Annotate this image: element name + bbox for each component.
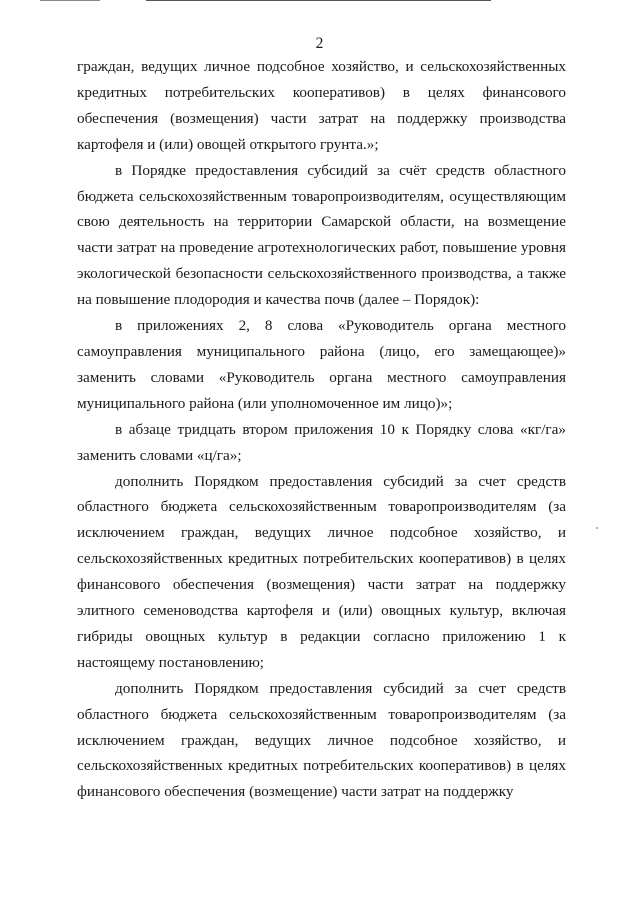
paragraph-continuation: граждан, ведущих личное подсобное хозяйство, и сельскохозяйственных кредитных потребительских кооперативов) в целях финансового обеспечения (возмещения) части затрат на поддержку производства картофеля и (или) овощей открытого грунта.»; (77, 58, 566, 153)
page-number: 2 (315, 35, 324, 52)
paragraph-supplement-second: дополнить Порядком предоставления субсидий за счет средств областного бюджета сельскохозяйственным товаропроизводителям (за исключением граждан, ведущих личное подсобное хозяйство, и сельскохозяйственных кредитных потребительских кооперативов) в целях финансового обеспечения (возмещение) части затрат на поддержку (77, 679, 566, 801)
scan-top-edge-line (146, 0, 491, 1)
paragraph-supplement-elite-seeds: дополнить Порядком предоставления субсидий за счет средств областного бюджета сельскохозяйственным товаропроизводителям (за исключением граждан, ведущих личное подсобное хозяйство, и сельскохозяйственных кредитных потребительских кооперативов) в целях финансового обеспечения (возмещения) части затрат на поддержку элитного семеноводства картофеля и (или) овощных культур, включая гибриды овощных культур в редакции согласно приложению 1 к настоящему постановлению; (77, 472, 566, 671)
scan-speck (596, 527, 598, 529)
paragraph-appendices-2-8: в приложениях 2, 8 слова «Руководитель органа местного самоуправления муниципального района (лицо, его замещающее)» заменить словами «Руководитель органа местного самоуправления муниципального района (или уполномоченное им лицо)»; (77, 317, 566, 412)
paragraph-appendix-10: в абзаце тридцать втором приложения 10 к Порядку слова «кг/га» заменить словами «ц/га»; (77, 420, 566, 464)
document-body (77, 54, 566, 805)
scan-top-edge-mark (40, 0, 100, 1)
paragraph-poryadok-intro: в Порядке предоставления субсидий за счёт средств областного бюджета сельскохозяйственным товаропроизводителям, осуществляющим свою деятельность на территории Самарской области, на возмещение части затрат на проведение агротехнологических работ, повышение уровня экологической безопасности сельскохозяйственного производства, а также на повышение плодородия и качества почв (далее – Порядок): (77, 161, 566, 309)
